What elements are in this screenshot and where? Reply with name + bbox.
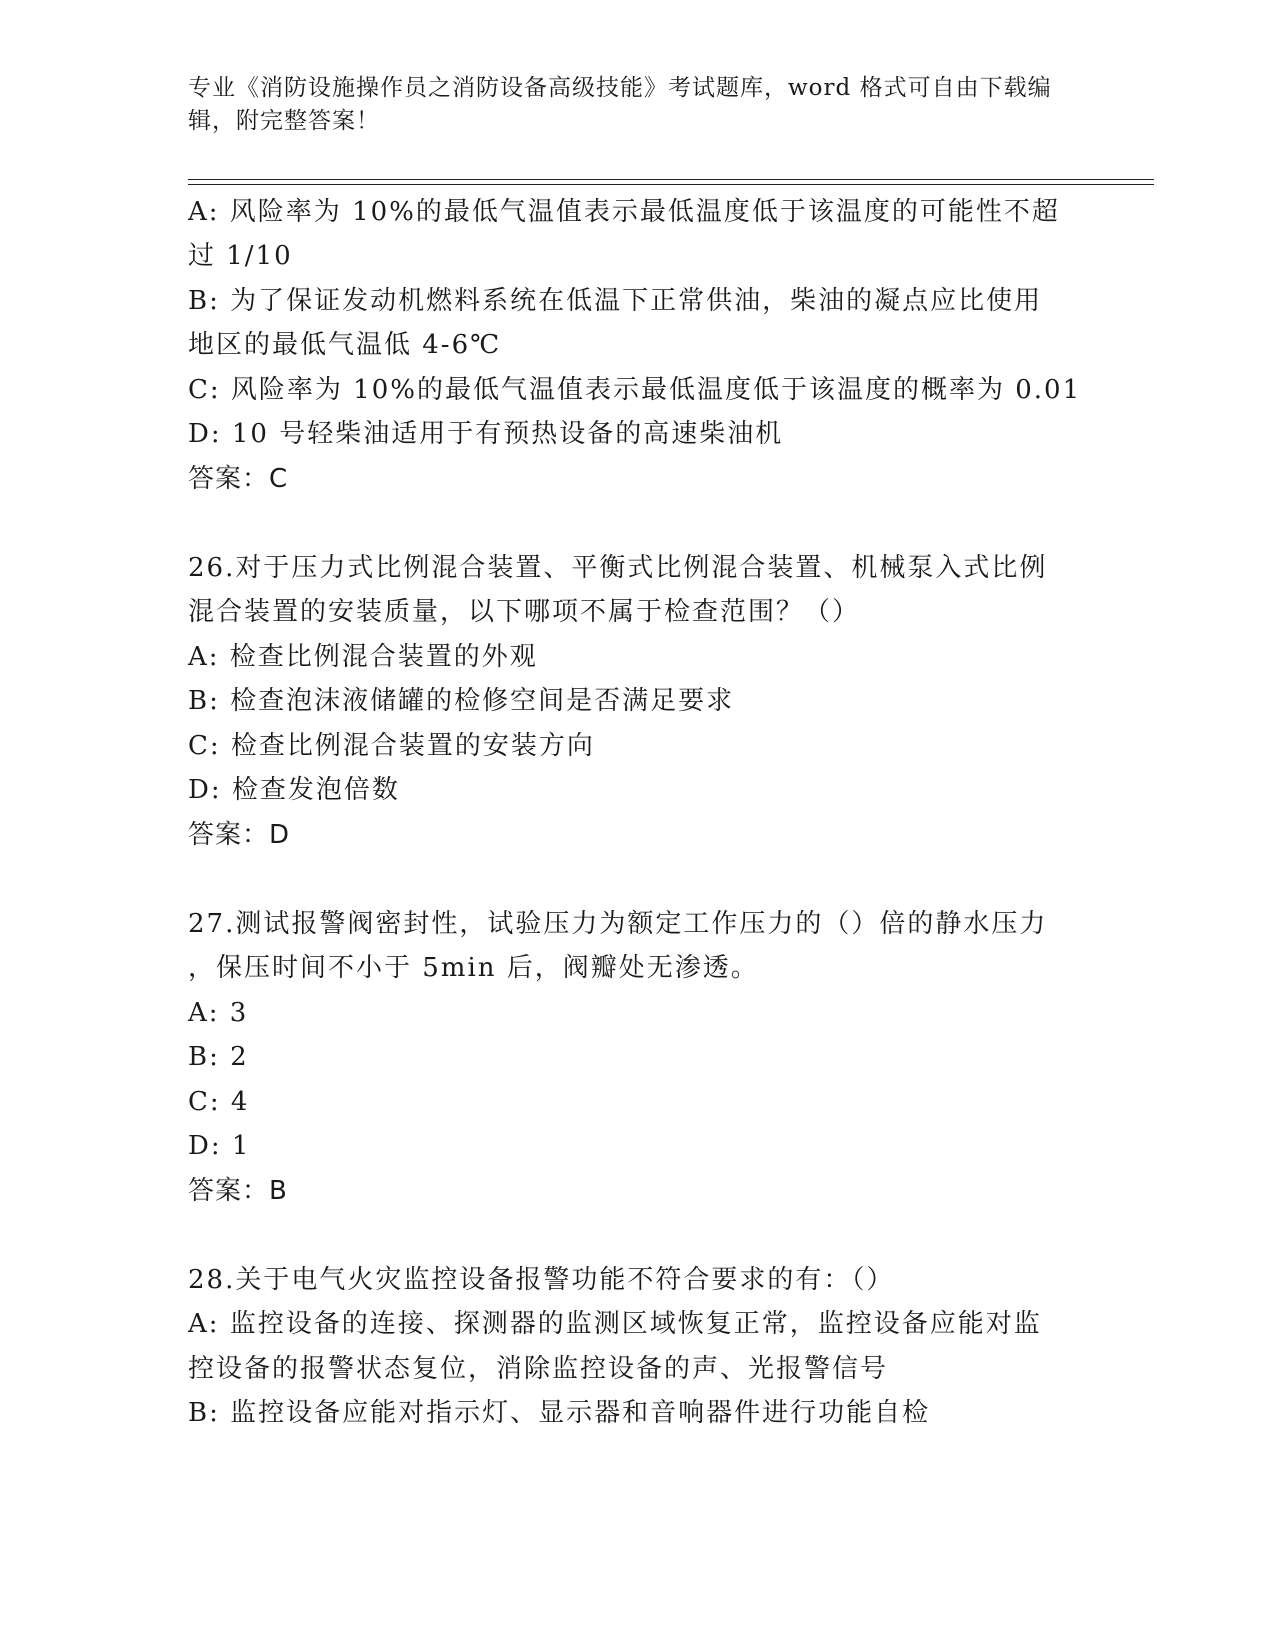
q27-option-a: A: 3 [188, 998, 249, 1028]
q27-option-d: D: 1 [188, 1131, 251, 1161]
q26-option-d: D: 检查发泡倍数 [188, 775, 400, 805]
q25-option-a-line-1: A: 风险率为 10%的最低气温值表示最低温度低于该温度的可能性不超 [188, 197, 1060, 227]
q26-stem-line-2: 混合装置的安装质量，以下哪项不属于检查范围？（） [188, 597, 861, 627]
q27-stem-line-1: 27.测试报警阀密封性，试验压力为额定工作压力的（）倍的静水压力 [188, 909, 1048, 939]
q25-option-d: D: 10 号轻柴油适用于有预热设备的高速柴油机 [188, 419, 784, 449]
q27-option-b: B: 2 [188, 1042, 249, 1072]
header-line-1: 专业《消防设施操作员之消防设备高级技能》考试题库，word 格式可自由下载编 [188, 75, 1052, 101]
header-divider-top [188, 179, 1154, 180]
q28-option-a-line-2: 控设备的报警状态复位，消除监控设备的声、光报警信号 [188, 1354, 889, 1384]
q26-option-b: B: 检查泡沫液储罐的检修空间是否满足要求 [188, 686, 735, 716]
q26-stem-line-1: 26.对于压力式比例混合装置、平衡式比例混合装置、机械泵入式比例 [188, 553, 1048, 583]
q27-answer: 答案：B [188, 1176, 288, 1206]
q25-option-c: C: 风险率为 10%的最低气温值表示最低温度低于该温度的概率为 0.01 [188, 375, 1082, 405]
q25-option-a-line-2: 过 1/10 [188, 241, 293, 271]
q27-stem-line-2: ，保压时间不小于 5min 后，阀瓣处无渗透。 [188, 953, 759, 983]
q25-answer: 答案：C [188, 464, 289, 494]
q26-option-a: A: 检查比例混合装置的外观 [188, 642, 538, 672]
q25-option-b-line-1: B: 为了保证发动机燃料系统在低温下正常供油，柴油的凝点应比使用 [188, 286, 1043, 316]
q26-answer: 答案：D [188, 820, 291, 850]
q26-option-c: C: 检查比例混合装置的安装方向 [188, 731, 595, 761]
document-header [188, 72, 1068, 138]
q25-option-b-line-2: 地区的最低气温低 4-6℃ [188, 330, 502, 360]
q28-stem: 28.关于电气火灾监控设备报警功能不符合要求的有：（） [188, 1265, 895, 1295]
header-divider-bottom [188, 184, 1154, 185]
q27-option-c: C: 4 [188, 1087, 250, 1117]
q28-option-b: B: 监控设备应能对指示灯、显示器和音响器件进行功能自检 [188, 1398, 931, 1428]
q28-option-a-line-1: A: 监控设备的连接、探测器的监测区域恢复正常，监控设备应能对监 [188, 1309, 1042, 1339]
header-line-2: 辑，附完整答案！ [188, 108, 380, 134]
